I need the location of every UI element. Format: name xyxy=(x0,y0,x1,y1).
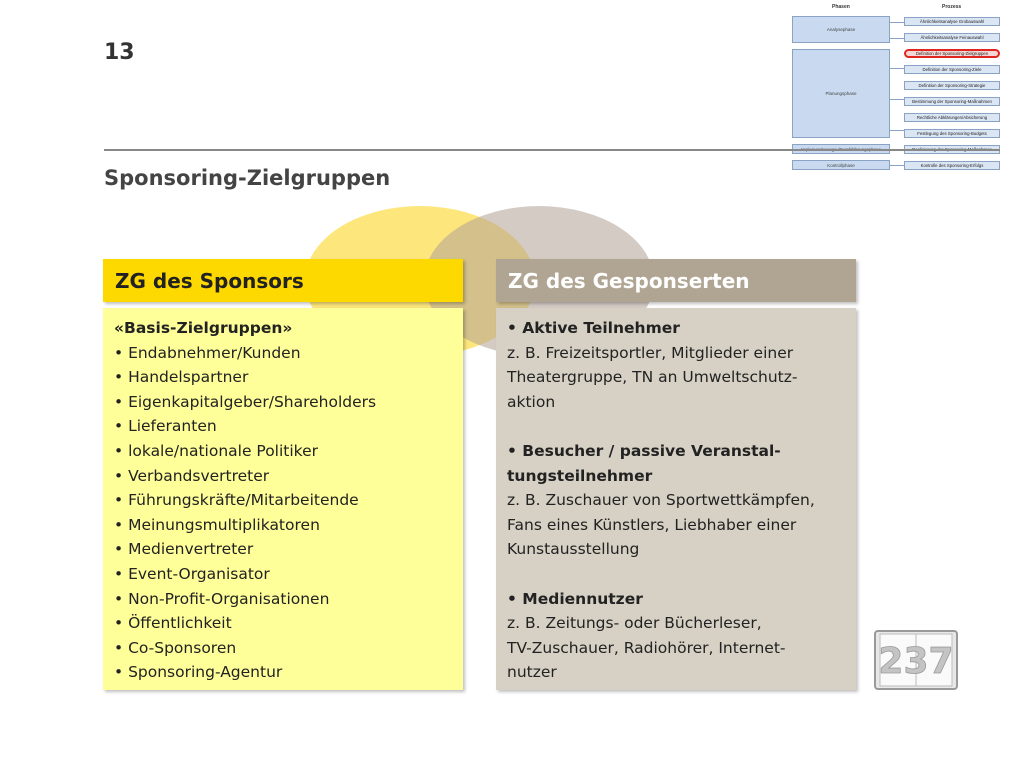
list-item: • Sponsoring-Agentur xyxy=(114,663,283,682)
group-text: z. B. Zuschauer von Sportwettkämpfen, xyxy=(507,491,815,510)
page-reference: 237 xyxy=(878,641,954,682)
group-text: TV-Zuschauer, Radiohörer, Internet- xyxy=(507,638,786,657)
group-text: nutzer xyxy=(507,663,557,682)
sponsor-heading: ZG des Sponsors xyxy=(103,259,463,302)
phase-control: Kontrollphase xyxy=(792,160,890,170)
group-text: z. B. Freizeitsportler, Mitglieder einer xyxy=(507,343,794,362)
process-step: Definition der Sponsoring-Ziele xyxy=(904,65,1000,74)
diagram-connector xyxy=(890,99,904,100)
group-text: aktion xyxy=(507,392,556,411)
sponsor-subheading: «Basis-Zielgruppen» xyxy=(114,319,293,337)
sponsor-list xyxy=(103,308,463,690)
process-step: Definition der Sponsoring-Strategie xyxy=(904,81,1000,90)
process-step: Bestimmung der Sponsoring-Maßnahmen xyxy=(904,97,1000,106)
process-step-highlighted: Definition der Sponsoring-Zielgruppen xyxy=(904,49,1000,58)
group-title: • Aktive Teilnehmer xyxy=(507,319,680,337)
spacer xyxy=(507,414,845,439)
list-item: • Endabnehmer/Kunden xyxy=(114,343,301,362)
group-text: Kunstausstellung xyxy=(507,540,640,559)
process-step: Ähnlichkeitsanalyse Feinauswahl xyxy=(904,33,1000,42)
spacer xyxy=(507,562,845,587)
group-title: • Besucher / passive Veranstal- xyxy=(507,441,781,460)
diagram-connector xyxy=(890,68,904,69)
book-icon xyxy=(872,628,960,692)
diagram-connector xyxy=(890,22,904,23)
process-step: Festlegung des Sponsoring-Budgets xyxy=(904,129,1000,138)
list-item: • Medienvertreter xyxy=(114,540,254,559)
list-item: • Lieferanten xyxy=(114,417,217,436)
process-step: Ähnlichkeitsanalyse Grobauswahl xyxy=(904,17,1000,26)
group-title: • Mediennutzer xyxy=(507,589,643,608)
phase-analysis: Analysephase xyxy=(792,16,890,43)
diagram-header-process: Prozess xyxy=(942,4,962,10)
group-text: Theatergruppe, TN an Umweltschutz- xyxy=(507,368,798,387)
diagram-connector xyxy=(890,38,904,39)
group-title: tungsteilnehmer xyxy=(507,466,653,485)
list-item: • Öffentlichkeit xyxy=(114,614,232,633)
slide-title: Sponsoring-Zielgruppen xyxy=(104,166,391,190)
list-item: • Non-Profit-Organisationen xyxy=(114,589,330,608)
slide-number: 13 xyxy=(104,40,135,65)
list-item: • Verbandsvertreter xyxy=(114,466,270,485)
process-step: Kontrolle des Sponsoring-Erfolgs xyxy=(904,161,1000,170)
list-item: • Führungskräfte/Mitarbeitende xyxy=(114,491,359,510)
list-item: • Handelspartner xyxy=(114,368,249,387)
title-divider xyxy=(104,149,1000,151)
diagram-connector xyxy=(890,130,904,131)
gesponserte-heading: ZG des Gesponserten xyxy=(496,259,856,302)
group-text: z. B. Zeitungs- oder Bücherleser, xyxy=(507,614,762,633)
list-item: • Co-Sponsoren xyxy=(114,638,237,657)
diagram-header-phases: Phasen xyxy=(832,4,850,10)
phase-planning: Planungsphase xyxy=(792,49,890,138)
list-item: • Meinungsmultiplikatoren xyxy=(114,515,320,534)
group-text: Fans eines Künstlers, Liebhaber einer xyxy=(507,515,797,534)
list-item: • lokale/nationale Politiker xyxy=(114,441,319,460)
list-item: • Event-Organisator xyxy=(114,564,270,583)
process-step: Rechtliche Abklärungen/Absicherung xyxy=(904,113,1000,122)
diagram-connector xyxy=(890,165,904,166)
gesponserte-list xyxy=(496,308,856,690)
list-item: • Eigenkapitalgeber/Shareholders xyxy=(114,392,377,411)
